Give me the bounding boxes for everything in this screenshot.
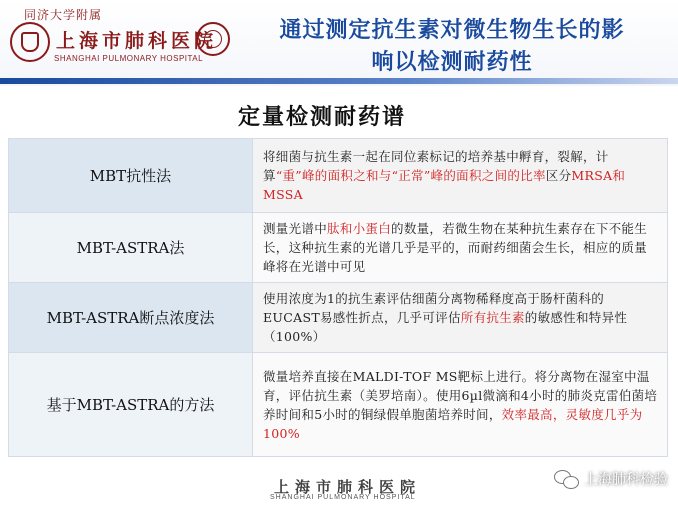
watermark-hospital: 上海市肺科医院 <box>274 478 422 496</box>
logo-hospital-name-en: SHANGHAI PULMONARY HOSPITAL <box>54 54 204 63</box>
table-row <box>9 353 668 457</box>
section-title: 定量检测耐药谱 <box>238 104 407 130</box>
table-row <box>9 283 668 353</box>
logo-university: 同济大学附属 <box>24 8 103 22</box>
highlight-text: “重”峰的面积之和与“正常”峰的面积之间的比率 <box>275 168 546 183</box>
watermark-hospital-en: SHANGHAI PULMONARY HOSPITAL <box>270 494 416 501</box>
method-name: MBT抗性法 <box>9 139 253 213</box>
wechat-account-badge <box>554 466 668 492</box>
description-text: 使用浓度为1的抗生素评估细菌分离物稀释度高于肠杆菌科的EUCAST易感性折点，几乎可评估 <box>263 291 605 325</box>
hospital-emblem-icon <box>10 22 50 62</box>
method-description <box>253 213 668 283</box>
description-text: 的数量，若微生物在某种抗生素存在下不能生长，这种抗生素的光谱几乎是平的，而耐药细菌会生长，相应的质量峰将在光谱中可见 <box>263 221 648 274</box>
description-text: 微量培养直接在MALDI-TOF MS靶标上进行。将分离物在湿室中温育，评估抗生素（美罗培南）。使用6µl微滴和4小时的肺炎克雷伯菌培养时间和5小时的铜绿假单胞菌培养时间， <box>263 368 658 422</box>
method-name: MBT-ASTRA断点浓度法 <box>9 283 253 353</box>
page-title-line2: 响以检测耐药性 <box>371 49 533 75</box>
method-description <box>253 283 668 353</box>
highlight-text: 肽和小蛋白 <box>327 221 392 236</box>
page-title-line1: 通过测定抗生素对微生物生长的影 <box>279 17 625 43</box>
method-description <box>253 139 668 213</box>
hospital-seal-icon <box>196 22 230 56</box>
header-divider <box>0 78 678 84</box>
highlight-text: 所有抗生素 <box>460 310 525 325</box>
highlight-text: 效率最高，灵敏度几乎为100% <box>263 406 643 441</box>
hospital-logo <box>6 4 234 78</box>
wechat-icon <box>554 468 580 490</box>
logo-hospital-name: 上海市肺科医院 <box>56 30 218 52</box>
description-text: 将细菌与抗生素一起在同位素标记的培养基中孵育，裂解，计算 <box>263 149 609 183</box>
description-text: 测量光谱中 <box>263 221 328 236</box>
method-description <box>253 353 668 457</box>
highlight-text: MRSA和MSSA <box>263 168 626 202</box>
page-title <box>242 14 662 78</box>
method-name: MBT-ASTRA法 <box>9 213 253 283</box>
wechat-account-label: 上海肺科检验 <box>584 472 668 488</box>
table-row <box>9 213 668 283</box>
method-name: 基于MBT-ASTRA的方法 <box>9 353 253 457</box>
table-row <box>9 139 668 213</box>
description-text: 的敏感性和特异性（100%） <box>263 310 628 344</box>
method-table <box>8 138 668 457</box>
slide-header <box>0 0 678 86</box>
description-text: 区分 <box>545 168 572 183</box>
